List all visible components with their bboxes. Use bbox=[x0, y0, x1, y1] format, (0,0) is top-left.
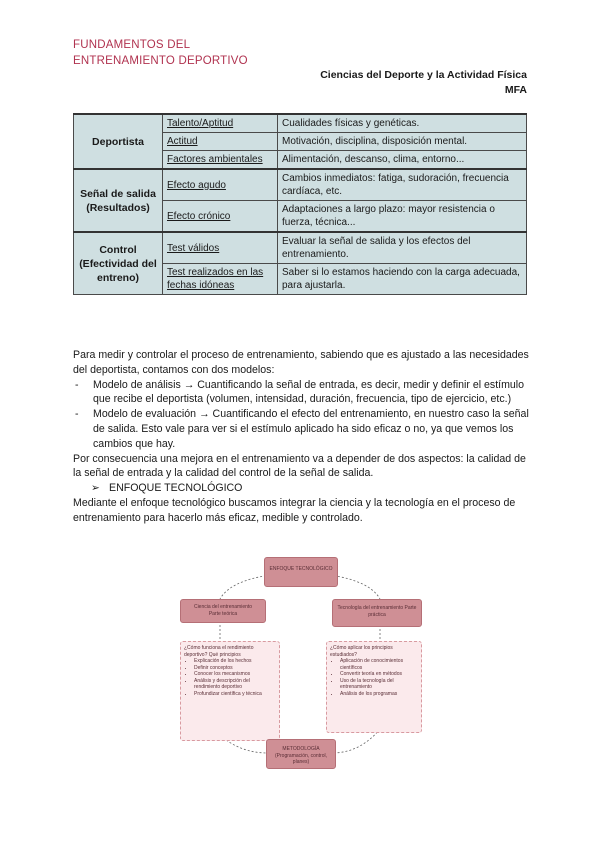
models-list bbox=[73, 378, 533, 452]
section-heading bbox=[73, 481, 533, 496]
tech-approach-diagram bbox=[180, 553, 420, 795]
title-line-2: ENTRENAMIENTO DEPORTIVO bbox=[73, 55, 248, 67]
row-label: Factores ambientales bbox=[163, 151, 278, 170]
bottom-label: METODOLOGÍA bbox=[282, 746, 320, 752]
category-deportista: Deportista bbox=[74, 114, 163, 169]
list-item: • Aplicación de conocimientos científicos bbox=[340, 658, 418, 671]
list-item: • Profundizar científica y técnica bbox=[194, 691, 276, 698]
course-info bbox=[320, 68, 527, 98]
right-list bbox=[330, 658, 418, 697]
document-title bbox=[73, 37, 248, 69]
diagram-left-detail bbox=[180, 641, 280, 741]
table-row bbox=[74, 169, 527, 201]
row-value: Alimentación, descanso, clima, entorno... bbox=[278, 151, 527, 170]
right-intro: ¿Cómo aplicar los principios estudiados? bbox=[330, 645, 393, 658]
right-head-sublabel: práctica bbox=[368, 611, 386, 618]
left-head-sublabel: Parte teórica bbox=[208, 610, 238, 617]
bottom-sublabel: (Programación, control, planes) bbox=[275, 752, 327, 765]
course-code: MFA bbox=[504, 84, 527, 96]
list-item: • Análisis de los programas bbox=[340, 691, 418, 698]
row-label: Talento/Aptitud bbox=[163, 114, 278, 133]
list-item: • Definir conceptos bbox=[194, 665, 276, 672]
list-item: • Conocer los mecanismos bbox=[194, 671, 276, 678]
list-item: - Modelo de evaluación → Cuantificando el efecto del entrenamiento, en nuestro caso la señal de salida. Esto vale para ver si el estímulo aplicado ha sido eficaz o no, ya que vemos los cambios que hay. bbox=[77, 407, 533, 451]
left-list bbox=[184, 658, 276, 697]
row-value: Evaluar la señal de salida y los efectos del entrenamiento. bbox=[278, 232, 527, 264]
row-value: Saber si lo estamos haciendo con la carga adecuada, para ajustarla. bbox=[278, 264, 527, 295]
list-item: • Convertir teoría en métodos bbox=[340, 671, 418, 678]
list-item: • Análisis y descripción del rendimiento deportivo bbox=[194, 678, 276, 691]
list-item: • Explicación de los hechos bbox=[194, 658, 276, 665]
diagram-right-head bbox=[332, 599, 422, 627]
row-value: Adaptaciones a largo plazo: mayor resistencia o fuerza, técnica... bbox=[278, 201, 527, 233]
title-line-1: FUNDAMENTOS DEL bbox=[73, 39, 191, 51]
section-paragraph: Mediante el enfoque tecnológico buscamos integrar la ciencia y la tecnología en el proceso de entrenamiento para hacerlo más eficaz, medible y controlado. bbox=[73, 496, 516, 524]
row-label: Test válidos bbox=[163, 232, 278, 264]
row-label: Test realizados en las fechas idóneas bbox=[163, 264, 278, 295]
conclusion-paragraph: Por consecuencia una mejora en el entrenamiento va a depender de dos aspectos: la calidad de la señal de entrada y la calidad del control de la señal de salida. bbox=[73, 452, 526, 480]
diagram-top-label: ENFOQUE TECNOLÓGICO bbox=[269, 566, 333, 572]
list-item: - Modelo de análisis → Cuantificando la señal de entrada, es decir, medir y definir el estímulo que recibe el deportista (volumen, intensidad, duración, frecuencia, tipo de ejercicio, etc.) bbox=[77, 378, 533, 408]
training-factors-table bbox=[73, 113, 527, 295]
diagram-right-detail bbox=[326, 641, 422, 733]
row-label: Efecto agudo bbox=[163, 169, 278, 201]
diagram-bottom-box bbox=[266, 739, 336, 769]
body-text bbox=[73, 348, 533, 526]
list-item: • Uso de la tecnología del entrenamiento bbox=[340, 678, 418, 691]
left-head-label: Ciencia del entrenamiento bbox=[193, 604, 253, 610]
category-senal-salida: Señal de salida (Resultados) bbox=[74, 169, 163, 232]
row-label: Actitud bbox=[163, 133, 278, 151]
right-head-label: Tecnología del entrenamiento Parte bbox=[337, 605, 417, 611]
row-value: Motivación, disciplina, disposición mental. bbox=[278, 133, 527, 151]
diagram-left-head bbox=[180, 599, 266, 623]
left-intro: ¿Cómo funciona el rendimiento deportivo? Qué principios bbox=[184, 645, 254, 658]
row-value: Cualidades físicas y genéticas. bbox=[278, 114, 527, 133]
table-row bbox=[74, 114, 527, 133]
table-row bbox=[74, 232, 527, 264]
row-label: Efecto crónico bbox=[163, 201, 278, 233]
course-name: Ciencias del Deporte y la Actividad Física bbox=[320, 69, 527, 81]
section-title: ENFOQUE TECNOLÓGICO bbox=[109, 482, 243, 495]
arrow-bullet-icon: ➢ bbox=[91, 482, 100, 495]
intro-paragraph: Para medir y controlar el proceso de entrenamiento, sabiendo que es ajustado a las necesidades del deportista, contamos con dos modelos: bbox=[73, 349, 529, 376]
category-control: Control (Efectividad del entreno) bbox=[74, 232, 163, 295]
diagram-top-box bbox=[264, 557, 338, 587]
row-value: Cambios inmediatos: fatiga, sudoración, frecuencia cardíaca, etc. bbox=[278, 169, 527, 201]
